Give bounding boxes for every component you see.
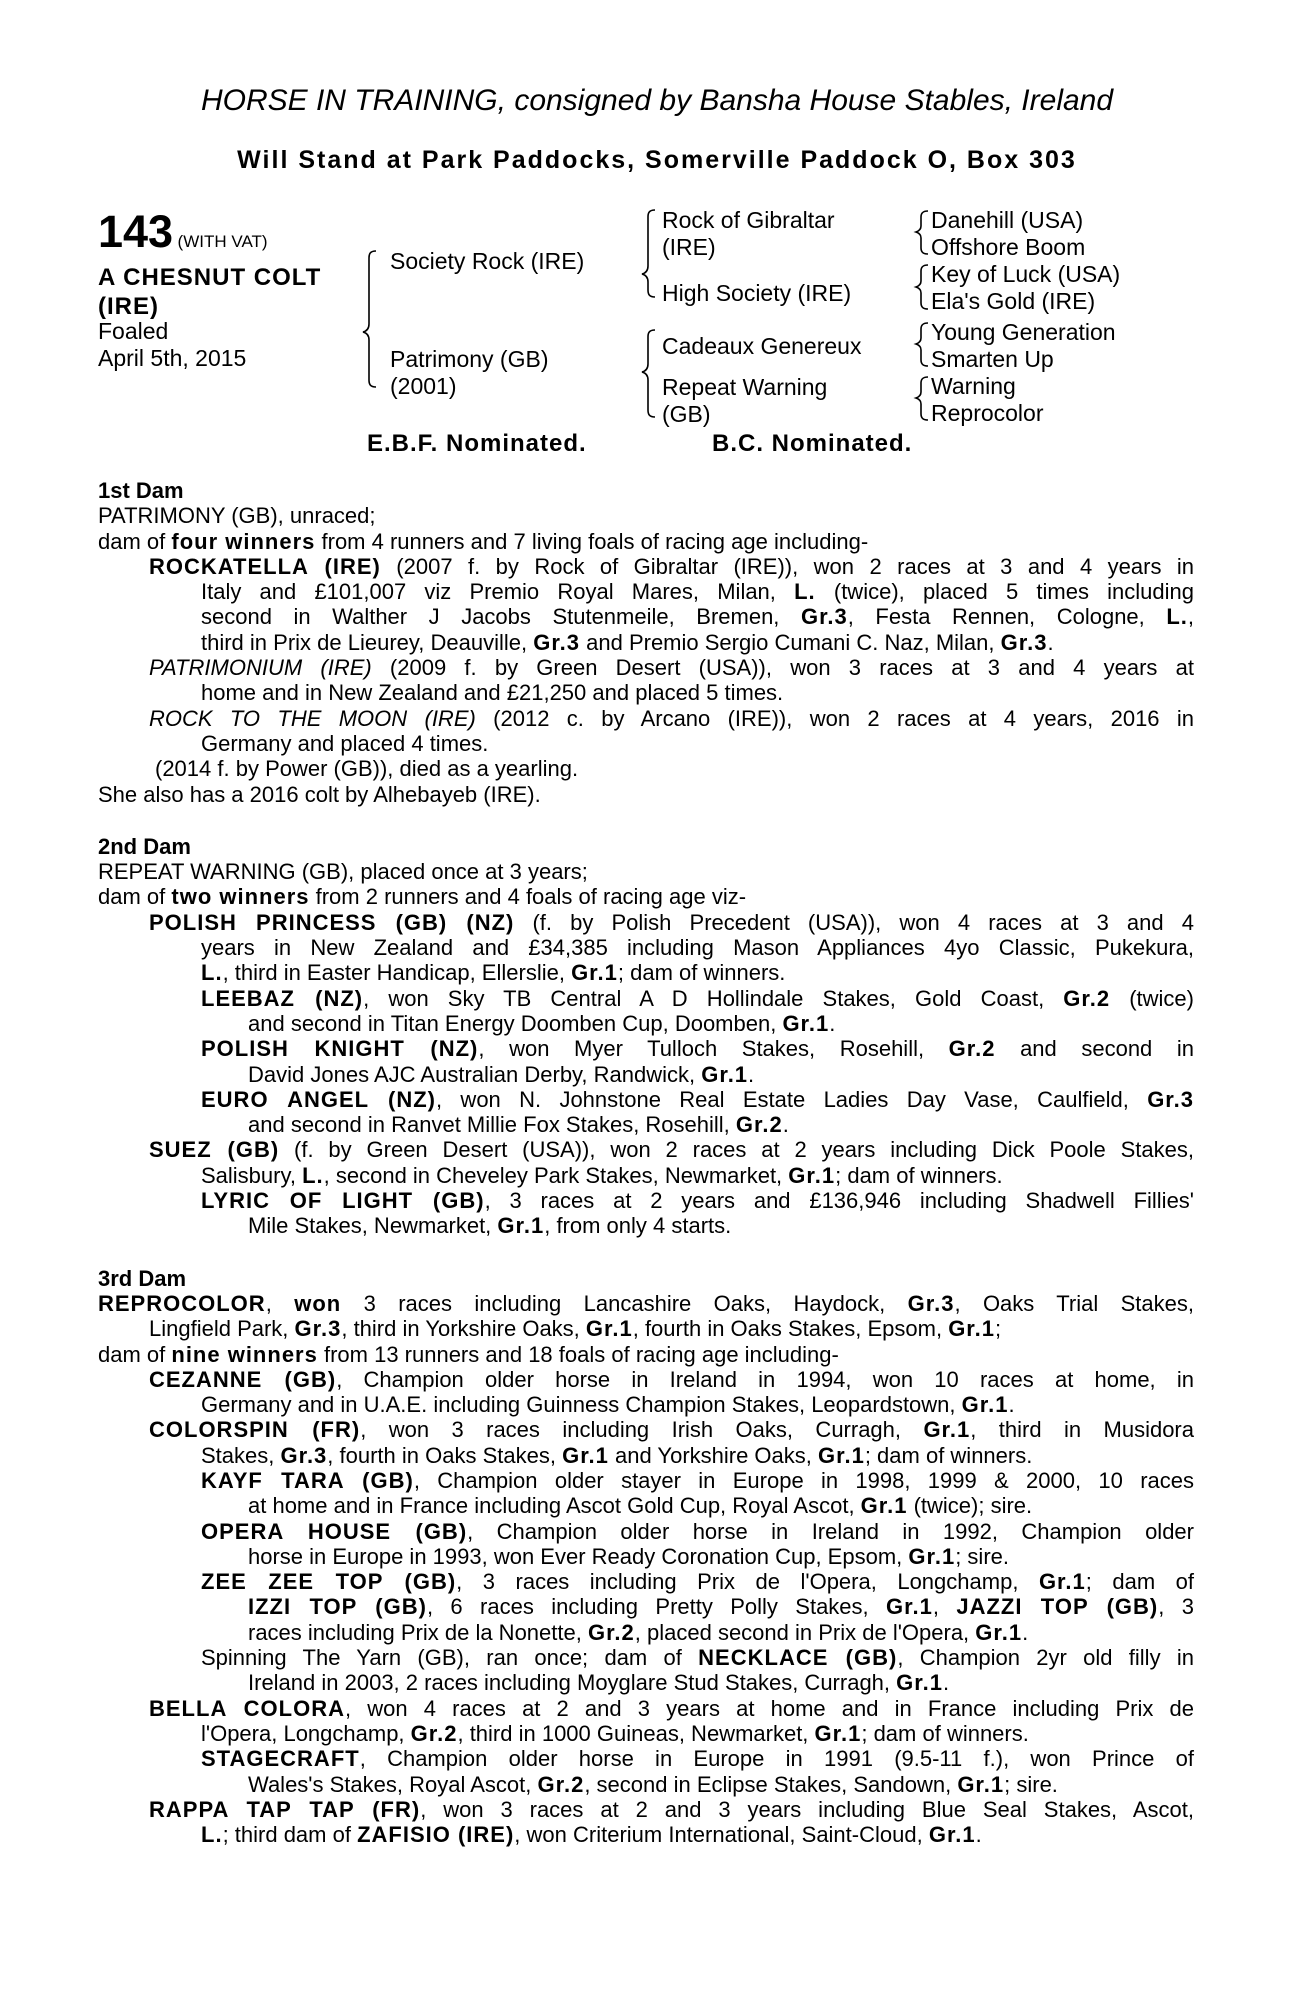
ggp-6: Smarten Up [931,346,1054,372]
ggp-7: Warning [931,373,1016,399]
ebf-nominated: E.B.F. Nominated. [367,430,587,457]
ggp-4: Ela's Gold (IRE) [931,288,1096,314]
dam-dam-country: (GB) [662,401,711,427]
bracket-4 [916,377,928,420]
sire-sire-country: (IRE) [662,234,716,260]
foaled-date: April 5th, 2015 [98,345,247,371]
ggp-2: Offshore Boom [931,234,1086,260]
sire-sire: Rock of Gibraltar [662,207,835,233]
sire-dam-bracket [363,251,376,387]
ggp-1: Danehill (USA) [931,207,1084,233]
vat-note: (WITH VAT) [177,232,268,251]
stand-location: Will Stand at Park Paddocks, Somerville Paddock O, Box 303 [237,146,1077,174]
pedigree-brackets [0,0,1314,460]
dam-parents-bracket [642,330,655,417]
ggp-5: Young Generation [931,319,1116,345]
section-heading: 1st Dam [98,478,184,503]
dam-dam: Repeat Warning [662,374,828,400]
lot-number: 143 [98,206,174,257]
dam-records [98,478,1194,1847]
consignment-line: HORSE IN TRAINING, consigned by Bansha House Stables, Ireland [200,84,1114,117]
sire: Society Rock (IRE) [390,248,585,274]
lot-name: A CHESNUT COLT [98,264,322,291]
bc-nominated: B.C. Nominated. [712,430,913,457]
section-heading: 3rd Dam [98,1265,187,1291]
lot-name-country: (IRE) [98,293,159,320]
ggp-8: Reprocolor [931,400,1044,426]
ggp-3: Key of Luck (USA) [931,261,1121,287]
bracket-2 [916,265,928,309]
dam: Patrimony (GB) [390,346,549,372]
sire-dam: High Society (IRE) [662,280,852,306]
dam-sire: Cadeaux Genereux [662,333,862,359]
sire-parents-bracket [642,210,655,297]
foaled-label: Foaled [98,318,169,344]
section-heading: 2nd Dam [98,833,191,859]
bracket-1 [916,211,928,254]
bracket-3 [916,323,928,366]
second-dam-section: 2nd Dam REPEAT WARNING (GB), placed once at 3 years; dam of two winners from 2 runners and 4 foals of racing age viz- POLISH PRINCESS (GB) (NZ) (f. by Polish Precedent (USA)), won 4 races at 3 and 4 years in New Zealand and £34,385 including Mason Appliances 4yo Classic, Pukekura, L., third in Easter Handicap, Ellerslie, Gr.1; dam of winners. LEEBAZ (NZ), won Sky TB Central A D Hollindale Stakes, Gold Coast, Gr.2 (twice) and second in Titan Energy Doomben Cup, Doomben, Gr.1. POLISH KNIGHT (NZ), won Myer Tulloch Stakes, Rosehill, Gr.2 and second in David Jones AJC Australian Derby, Randwick, Gr.1. EURO ANGEL (NZ), won N. Johnstone Real Estate Ladies Day Vase, Caulfield, Gr.3 and second in Ranvet Millie Fox Stakes, Rosehill, Gr.2. SUEZ (GB) (f. by Green Desert (USA)), won 2 races at 2 years including Dick Poole Stakes, Salisbury, L., second in Cheveley Park Stakes, Newmarket, Gr.1; dam of winners. LYRIC OF LIGHT (GB), 3 races at 2 years and £136,946 including Shadwell Fillies' Mile Stakes, Newmarket, Gr.1, from only 4 starts. [98,833,1195,1239]
third-dam-section: 3rd Dam REPROCOLOR, won 3 races including Lancashire Oaks, Haydock, Gr.3, Oaks Trial Stakes, Lingfield Park, Gr.3, third in Yorkshire Oaks, Gr.1, fourth in Oaks Stakes, Epsom, Gr.1; dam of nine winners from 13 runners and 18 foals of racing age including- CEZANNE (GB), Champion older horse in Ireland in 1994, won 10 races at home, in Germany and in U.A.E. including Guinness Champion Stakes, Leopardstown, Gr.1. COLORSPIN (FR), won 3 races including Irish Oaks, Curragh, Gr.1, third in Musidora Stakes, Gr.3, fourth in Oaks Stakes, Gr.1 and Yorkshire Oaks, Gr.1; dam of winners. KAYF TARA (GB), Champion older stayer in Europe in 1998, 1999 & 2000, 10 races at home and in France including Ascot Gold Cup, Royal Ascot, Gr.1 (twice); sire. OPERA HOUSE (GB), Champion older horse in Ireland in 1992, Champion older horse in Europe in 1993, won Ever Ready Coronation Cup, Epsom, Gr.1; sire. ZEE ZEE TOP (GB), 3 races including Prix de l'Opera, Longchamp, Gr.1; dam of IZZI TOP (GB), 6 races including Pretty Polly Stakes, Gr.1, JAZZI TOP (GB), 3 races including Prix de la Nonette, Gr.2, placed second in Prix de l'Opera, Gr.1. Spinning The Yarn (GB), ran once; dam of NECKLACE (GB), Champion 2yr old filly in Ireland in 2003, 2 races including Moyglare Stud Stakes, Curragh, Gr.1. BELLA COLORA, won 4 races at 2 and 3 years at home and in France including Prix de l'Opera, Longchamp, Gr.2, third in 1000 Guineas, Newmarket, Gr.1; dam of winners. STAGECRAFT, Champion older horse in Europe in 1991 (9.5-11 f.), won Prince of Wales's Stakes, Royal Ascot, Gr.2, second in Eclipse Stakes, Sandown, Gr.1; sire. RAPPA TAP TAP (FR), won 3 races at 2 and 3 years including Blue Seal Stakes, Ascot, L.; third dam of ZAFISIO (IRE), won Criterium International, Saint-Cloud, Gr.1. [98,1265,1195,1848]
first-dam-section: 1st Dam PATRIMONY (GB), unraced; dam of four winners from 4 runners and 7 living foals of racing age including- ROCKATELLA (IRE) (2007 f. by Rock of Gibraltar (IRE)), won 2 races at 3 and 4 years in Italy and £101,007 viz Premio Royal Mares, Milan, L. (twice), placed 5 times including second in Walther J Jacobs Stutenmeile, Bremen, Gr.3, Festa Rennen, Cologne, L., third in Prix de Lieurey, Deauville, Gr.3 and Premio Sergio Cumani C. Naz, Milan, Gr.3. PATRIMONIUM (IRE) (2009 f. by Green Desert (USA)), won 3 races at 3 and 4 years at home and in New Zealand and £21,250 and placed 5 times. ROCK TO THE MOON (IRE) (2012 c. by Arcano (IRE)), won 2 races at 4 years, 2016 in Germany and placed 4 times. (2014 f. by Power (GB)), died as a yearling. She also has a 2016 colt by Alhebayeb (IRE). [98,478,1195,807]
dam-year: (2001) [390,373,457,399]
